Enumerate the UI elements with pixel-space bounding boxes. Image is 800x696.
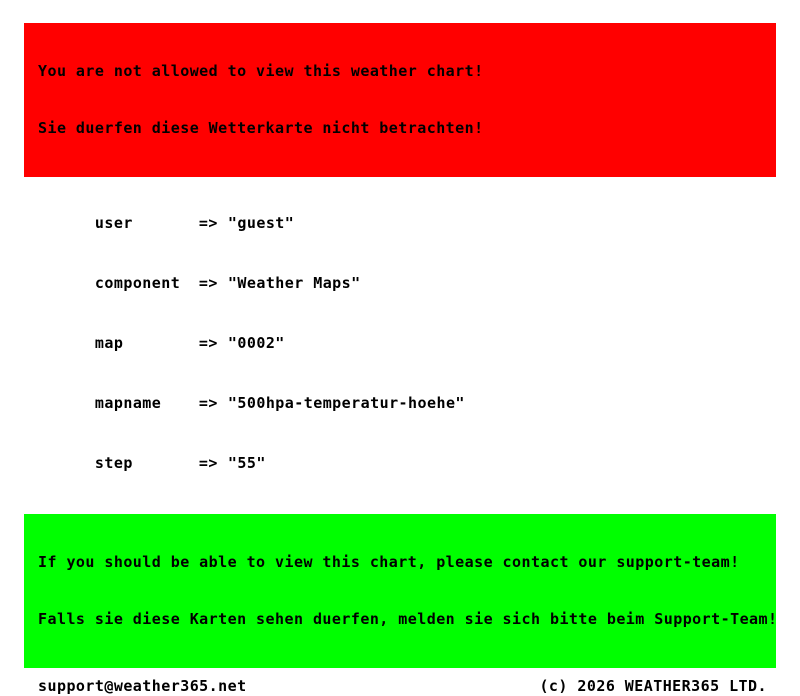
error-banner: [24, 23, 776, 177]
kv-value: "500hpa-temperatur-hoehe": [227, 394, 465, 412]
error-message-en: You are not allowed to view this weather chart!: [38, 62, 484, 80]
kv-value: "0002": [227, 334, 285, 352]
request-details: [38, 193, 776, 493]
kv-row-map: [38, 313, 776, 373]
kv-label: step: [94, 454, 133, 472]
kv-label: mapname: [94, 394, 162, 412]
support-email-link[interactable]: support@weather365.net: [38, 677, 247, 695]
kv-label: component: [94, 274, 181, 292]
kv-arrow: =>: [198, 394, 218, 412]
kv-label: map: [94, 334, 124, 352]
kv-value: "guest": [227, 214, 295, 232]
kv-arrow: =>: [198, 274, 218, 292]
support-message-de: Falls sie diese Karten sehen duerfen, melden sie sich bitte beim Support-Team!: [38, 610, 778, 628]
kv-row-user: [38, 193, 776, 253]
copyright-text: (c) 2026 WEATHER365 LTD.: [539, 677, 767, 695]
kv-arrow: =>: [198, 454, 218, 472]
kv-value: "Weather Maps": [227, 274, 361, 292]
kv-label: user: [94, 214, 133, 232]
kv-value: "55": [227, 454, 266, 472]
kv-arrow: =>: [198, 214, 218, 232]
support-banner: [24, 514, 776, 668]
kv-row-step: [38, 433, 776, 493]
kv-arrow: =>: [198, 334, 218, 352]
footer: [24, 676, 776, 696]
support-message-en: If you should be able to view this chart, please contact our support-team!: [38, 553, 740, 571]
kv-row-mapname: [38, 373, 776, 433]
kv-row-component: [38, 253, 776, 313]
error-message-de: Sie duerfen diese Wetterkarte nicht betrachten!: [38, 119, 484, 137]
error-page: [24, 23, 776, 696]
